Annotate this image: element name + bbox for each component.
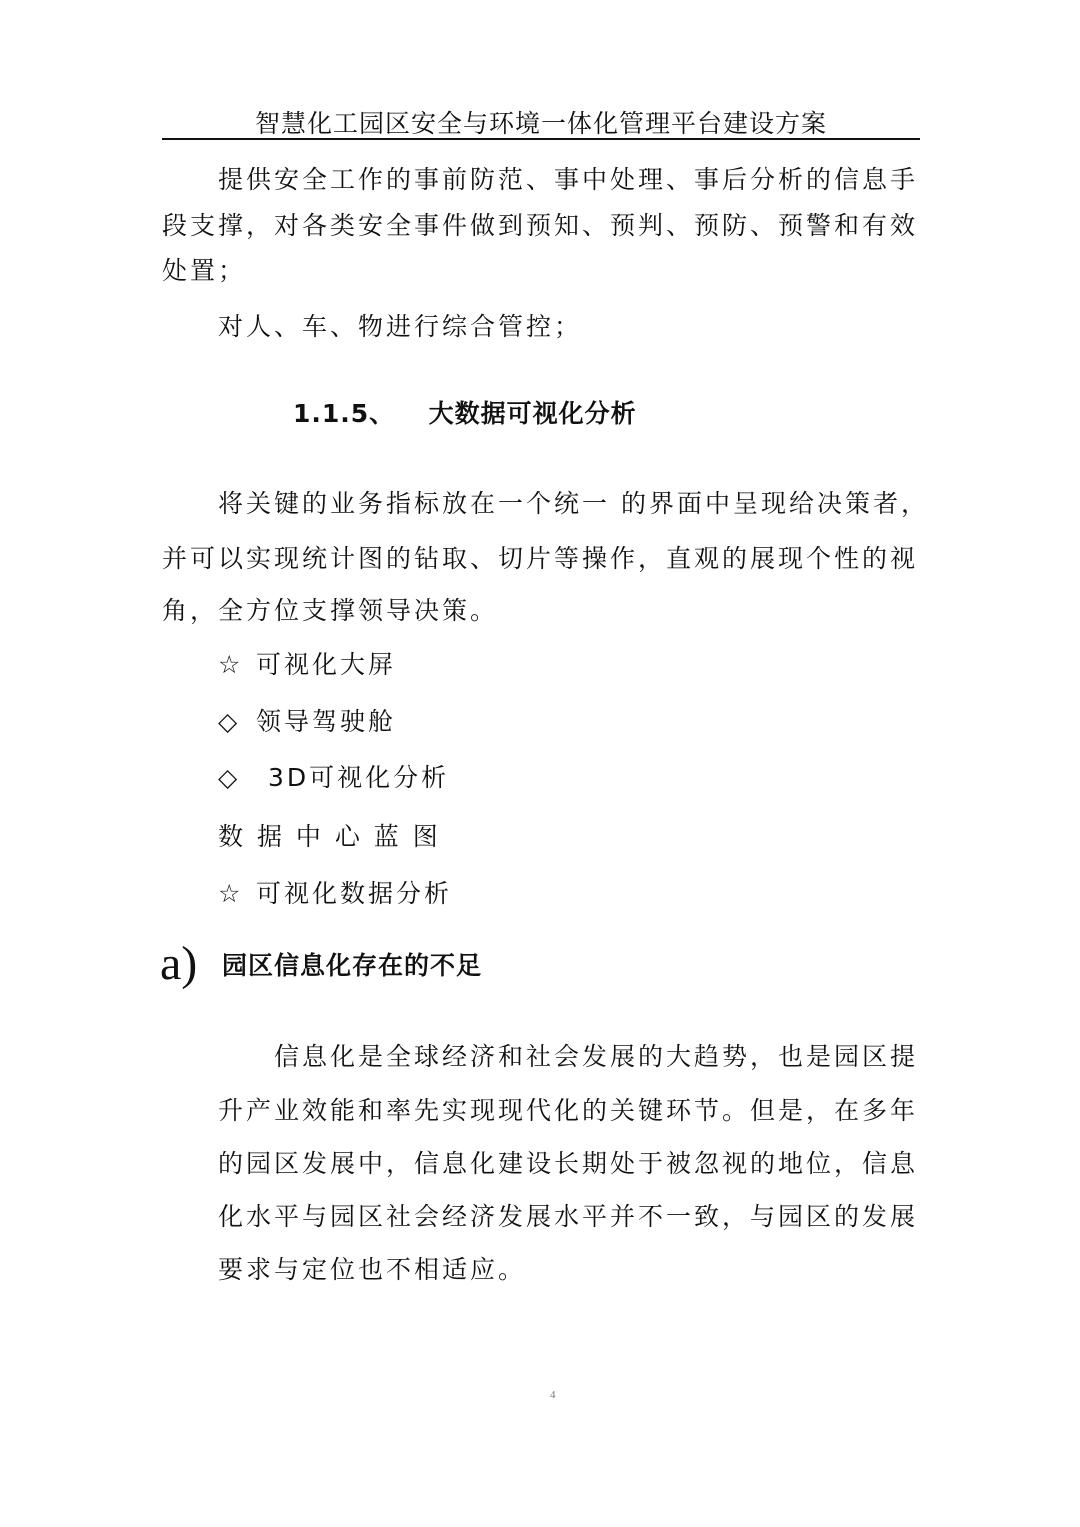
diamond-icon: ◇	[218, 763, 241, 792]
intro-line-1: 提供安全工作的事前防范、事中处理、事后分析的信息手	[218, 165, 919, 194]
intro-line-3: 处置；	[162, 256, 247, 285]
section-a-para-line-4: 化水平与园区社会经济发展水平并不一致，与园区的发展	[218, 1202, 919, 1231]
diamond-icon: ◇	[218, 707, 241, 736]
list-item	[218, 704, 396, 740]
list-item-text: 3D可视化分析	[268, 763, 450, 792]
section-heading-1-1-5	[293, 396, 637, 432]
section-title: 大数据可视化分析	[428, 399, 637, 428]
list-item	[218, 876, 452, 912]
section-heading-a: 园区信息化存在的不足	[222, 951, 483, 980]
list-item-text: 可视化大屏	[256, 650, 397, 679]
star-icon: ☆	[218, 650, 244, 679]
section-a-para-line-2: 升产业效能和率先实现现代化的关键环节。但是，在多年	[218, 1096, 919, 1125]
list-item	[218, 647, 396, 683]
section-a-para-line-1: 信息化是全球经济和社会发展的大趋势，也是园区提	[274, 1042, 919, 1071]
list-item-text: 可视化数据分析	[256, 879, 453, 908]
header-divider	[162, 138, 920, 140]
list-item	[218, 760, 449, 796]
section-number: 1.1.5、	[293, 399, 396, 428]
intro-line-4: 对人、车、物进行综合管控；	[218, 312, 583, 341]
page-number: 4	[550, 1389, 556, 1401]
section-marker: a)	[160, 937, 198, 990]
star-icon: ☆	[218, 879, 244, 908]
section-115-para-line-3: 角，全方位支撑领导决策。	[162, 596, 499, 625]
list-item-text: 数 据 中 心 蓝 图	[218, 822, 441, 851]
section-a-para-line-5: 要求与定位也不相适应。	[218, 1255, 527, 1284]
section-115-para-line-2: 并可以实现统计图的钻取、切片等操作，直观的展现个性的视	[162, 544, 919, 573]
list-item	[218, 819, 441, 855]
list-item-text: 领导驾驶舱	[256, 707, 397, 736]
document-header-title: 智慧化工园区安全与环境一体化管理平台建设方案	[254, 109, 827, 138]
section-115-para-line-1: 将关键的业务指标放在一个统一 的界面中呈现给决策者，	[218, 489, 929, 518]
intro-line-2: 段支撑，对各类安全事件做到预知、预判、预防、预警和有效	[162, 211, 919, 240]
section-a-para-line-3: 的园区发展中，信息化建设长期处于被忽视的地位，信息	[218, 1149, 919, 1178]
